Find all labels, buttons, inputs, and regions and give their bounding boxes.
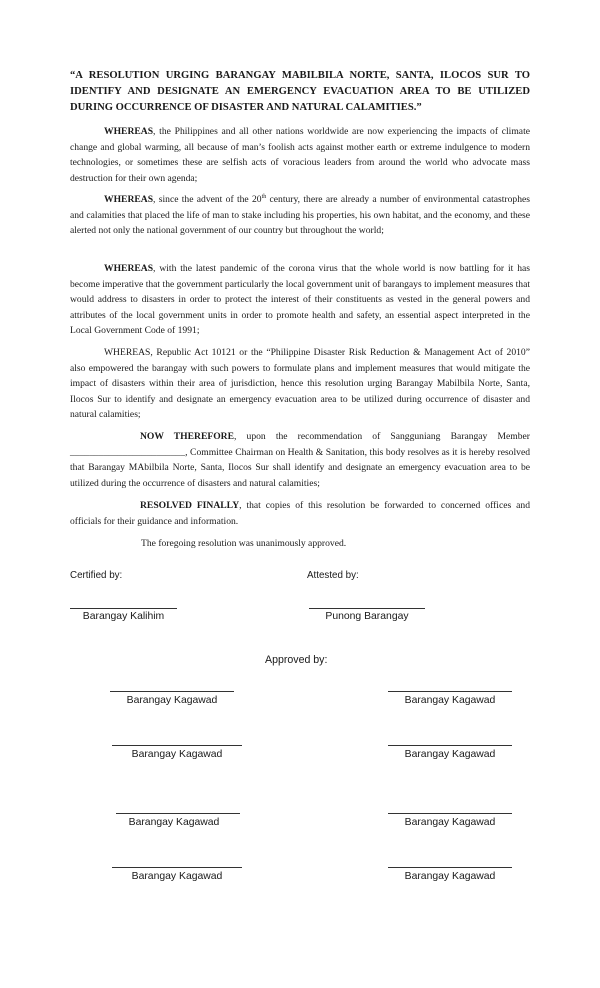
kagawad-signature-line xyxy=(116,813,240,814)
kagawad-signature-line xyxy=(110,691,234,692)
kagawad-signature-line xyxy=(388,691,512,692)
kagawad-signature-line xyxy=(112,745,242,746)
certified-by-label: Certified by: xyxy=(70,570,123,581)
now-therefore-paragraph: NOW THEREFORE, upon the recommendation of Sangguniang Barangay Member ________________________, Committee Chairman on Health & Sanitation, this body resolves as it is hereby resolved that Barangay MAbilbila Norte, Santa, Ilocos Sur shall identify and designate an emergency evacuation area to be utilized during the occurrence of disasters and natural calamities; xyxy=(70,431,530,489)
kagawad-label: Barangay Kagawad xyxy=(404,695,496,706)
kagawad-signature-line xyxy=(388,867,512,868)
kagawad-label: Barangay Kagawad xyxy=(131,871,223,882)
resolved-finally-lead: RESOLVED FINALLY xyxy=(140,500,240,511)
kagawad-signature-line xyxy=(388,813,512,814)
whereas-paragraph-4: WHEREAS, Republic Act 10121 or the “Philippine Disaster Risk Reduction & Management Act of 2010” also empowered the barangay with such powers to formulate plans and implement measures that would mitigate the impact of disasters within their area of jurisdiction, hence this resolution urging Barangay Mabilbila Norte, Santa, Ilocos Sur to identify and designate an emergency evacuation area to be utilized during occurrence of disaster and natural calamities; xyxy=(70,347,530,420)
kagawad-signature-line xyxy=(112,867,242,868)
kagawad-label: Barangay Kagawad xyxy=(128,817,220,828)
kalihim-signature-line xyxy=(70,608,177,609)
kagawad-signature-line xyxy=(388,745,512,746)
now-therefore-lead: NOW THEREFORE xyxy=(140,431,234,442)
whereas-paragraph-1: WHEREAS, the Philippines and all other nations worldwide are now experiencing the impacts of climate change and global warming, all because of man’s foolish acts against mother earth or extreme indulgence to modern technologies, or sometimes these are selfish acts of voracious leaders from around the world who advocate mass destruction for their own agenda; xyxy=(70,126,530,184)
approved-by-label: Approved by: xyxy=(265,654,328,666)
kagawad-label: Barangay Kagawad xyxy=(126,695,218,706)
approval-note: The foregoing resolution was unanimously approved. xyxy=(141,538,347,549)
kalihim-label: Barangay Kalihim xyxy=(82,611,165,622)
whereas-paragraph-2: WHEREAS, since the advent of the 20th century, there are already a number of environmental catastrophes and calamities that placed the life of man to stake including his properties, his own habitat, and the economy, and these alerted not only the national government of our country but throughout the world; xyxy=(70,193,530,236)
punong-signature-line xyxy=(309,608,425,609)
whereas-lead: WHEREAS xyxy=(104,126,154,137)
kagawad-label: Barangay Kagawad xyxy=(404,749,496,760)
whereas-lead: WHEREAS xyxy=(104,194,154,205)
whereas-paragraph-3: WHEREAS, with the latest pandemic of the corona virus that the whole world is now battling for it has become imperative that the government particularly the local government unit of barangays to implement measures that would address to disasters in order to protect the interest of their constituents as vested in the general powers and attributes of the local government units in order to promote health and safety, an essential aspect interpreted in the Local Government Code of 1991; xyxy=(70,263,530,336)
resolved-finally-paragraph: RESOLVED FINALLY, that copies of this resolution be forwarded to concerned offices and officials for their guidance and information. xyxy=(70,500,530,527)
resolution-title: “A RESOLUTION URGING BARANGAY MABILBILA NORTE, SANTA, ILOCOS SUR TO IDENTIFY AND DESIGNATE AN EMERGENCY EVACUATION AREA TO BE UTILIZED DURING OCCURRENCE OF DISASTER AND NATURAL CALAMITIES.” xyxy=(70,70,530,113)
attested-by-label: Attested by: xyxy=(307,570,359,581)
kagawad-label: Barangay Kagawad xyxy=(404,817,496,828)
whereas-lead: WHEREAS xyxy=(104,263,154,274)
punong-label: Punong Barangay xyxy=(325,611,409,622)
kagawad-label: Barangay Kagawad xyxy=(404,871,496,882)
kagawad-label: Barangay Kagawad xyxy=(131,749,223,760)
